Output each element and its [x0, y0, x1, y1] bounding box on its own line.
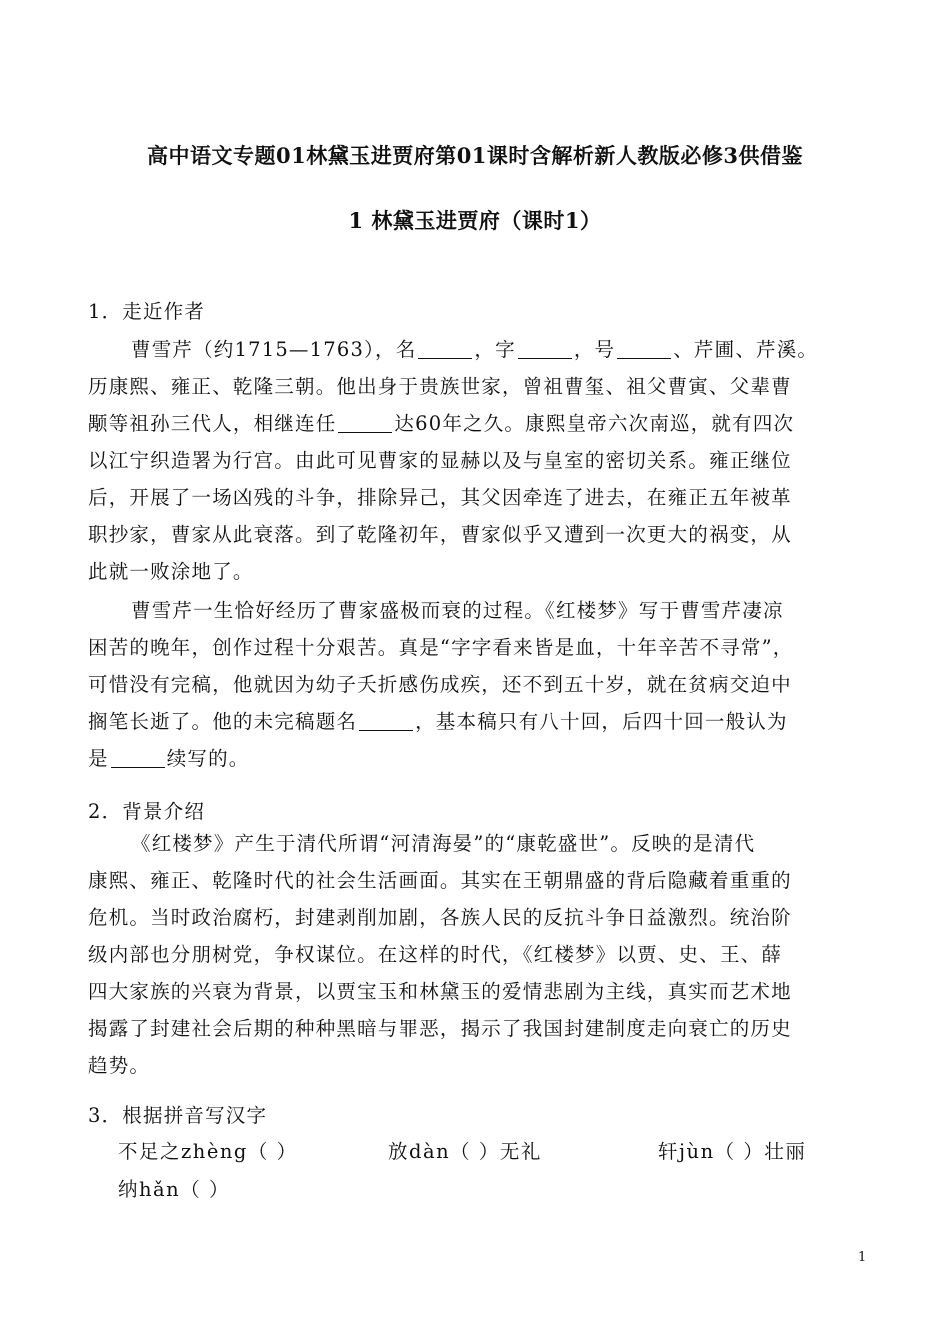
- pinyin-item[interactable]: 纳hǎn（ ）: [118, 1178, 230, 1201]
- pinyin-item[interactable]: 轩jùn（ ）壮丽: [658, 1140, 807, 1163]
- text-line: 级内部也分朋树党，争权谋位。在这样的时代，《红楼梦》以贾、史、王、薛: [88, 943, 783, 966]
- fill-blank[interactable]: [338, 412, 392, 433]
- document-title: 高中语文专题01林黛玉进贾府第01课时含解析新人教版必修3供借鉴: [146, 143, 804, 168]
- text-line: 颙等祖孙三代人，相继连任 达60年之久。康熙皇帝六次南巡，就有四次: [88, 412, 795, 435]
- text-line: 康熙、雍正、乾隆时代的社会生活画面。其实在王朝鼎盛的背后隐藏着重重的: [88, 869, 792, 892]
- text-line: 危机。当时政治腐朽，封建剥削加剧，各族人民的反抗斗争日益激烈。统治阶: [88, 906, 792, 929]
- section-heading-author: 1．走近作者: [88, 300, 206, 323]
- pinyin-item[interactable]: 不足之zhèng（ ）: [118, 1140, 298, 1163]
- text-line: 可惜没有完稿，他就因为幼子夭折感伤成疾，还不到五十岁，就在贫病交迫中: [88, 673, 792, 696]
- pinyin-exercise-row: [118, 1174, 418, 1204]
- text-line: 是 续写的。: [88, 747, 250, 770]
- text-line: 后，开展了一场凶残的斗争，排除异己，其父因牵连了进去，在雍正五年被革: [88, 486, 792, 509]
- text-line: 此就一败涂地了。: [88, 560, 254, 583]
- text-line: 趋势。: [88, 1054, 151, 1077]
- text-line: 《红楼梦》产生于清代所谓“河清海晏”的“康乾盛世”。反映的是清代: [131, 832, 756, 855]
- pinyin-exercise-row: [118, 1136, 878, 1166]
- fill-blank[interactable]: [418, 338, 472, 359]
- section-heading-pinyin: 3．根据拼音写汉字: [88, 1104, 268, 1127]
- text-line: 搁笔长逝了。他的未完稿题名 ，基本稿只有八十回，后四十回一般认为: [88, 710, 788, 733]
- fill-blank[interactable]: [359, 710, 413, 731]
- page-number: 1: [858, 1250, 867, 1265]
- fill-blank[interactable]: [617, 338, 671, 359]
- section-heading-background: 2．背景介绍: [88, 800, 206, 823]
- text-line: 职抄家，曹家从此衰落。到了乾隆初年，曹家似乎又遭到一次更大的祸变，从: [88, 523, 792, 546]
- text-line: 曹雪芹（约1715—1763），名 ，字 ，号 、芹圃、芹溪。: [131, 338, 819, 361]
- fill-blank[interactable]: [518, 338, 572, 359]
- text-line: 曹雪芹一生恰好经历了曹家盛极而衰的过程。《红楼梦》写于曹雪芹凄凉: [131, 599, 784, 622]
- text-line: 四大家族的兴衰为背景，以贾宝玉和林黛玉的爱情悲剧为主线，真实而艺术地: [88, 980, 792, 1003]
- pinyin-item[interactable]: 放dàn（ ）无礼: [388, 1140, 542, 1163]
- fill-blank[interactable]: [111, 747, 165, 768]
- lesson-title: 1 林黛玉进贾府（课时1）: [348, 208, 602, 233]
- text-line: 揭露了封建社会后期的种种黑暗与罪恶，揭示了我国封建制度走向衰亡的历史: [88, 1017, 792, 1040]
- text-line: 历康熙、雍正、乾隆三朝。他出身于贵族世家，曾祖曹玺、祖父曹寅、父辈曹: [88, 375, 792, 398]
- text-line: 以江宁织造署为行宫。由此可见曹家的显赫以及与皇室的密切关系。雍正继位: [88, 449, 792, 472]
- text-line: 困苦的晚年，创作过程十分艰苦。真是“字字看来皆是血，十年辛苦不寻常”，: [88, 636, 794, 659]
